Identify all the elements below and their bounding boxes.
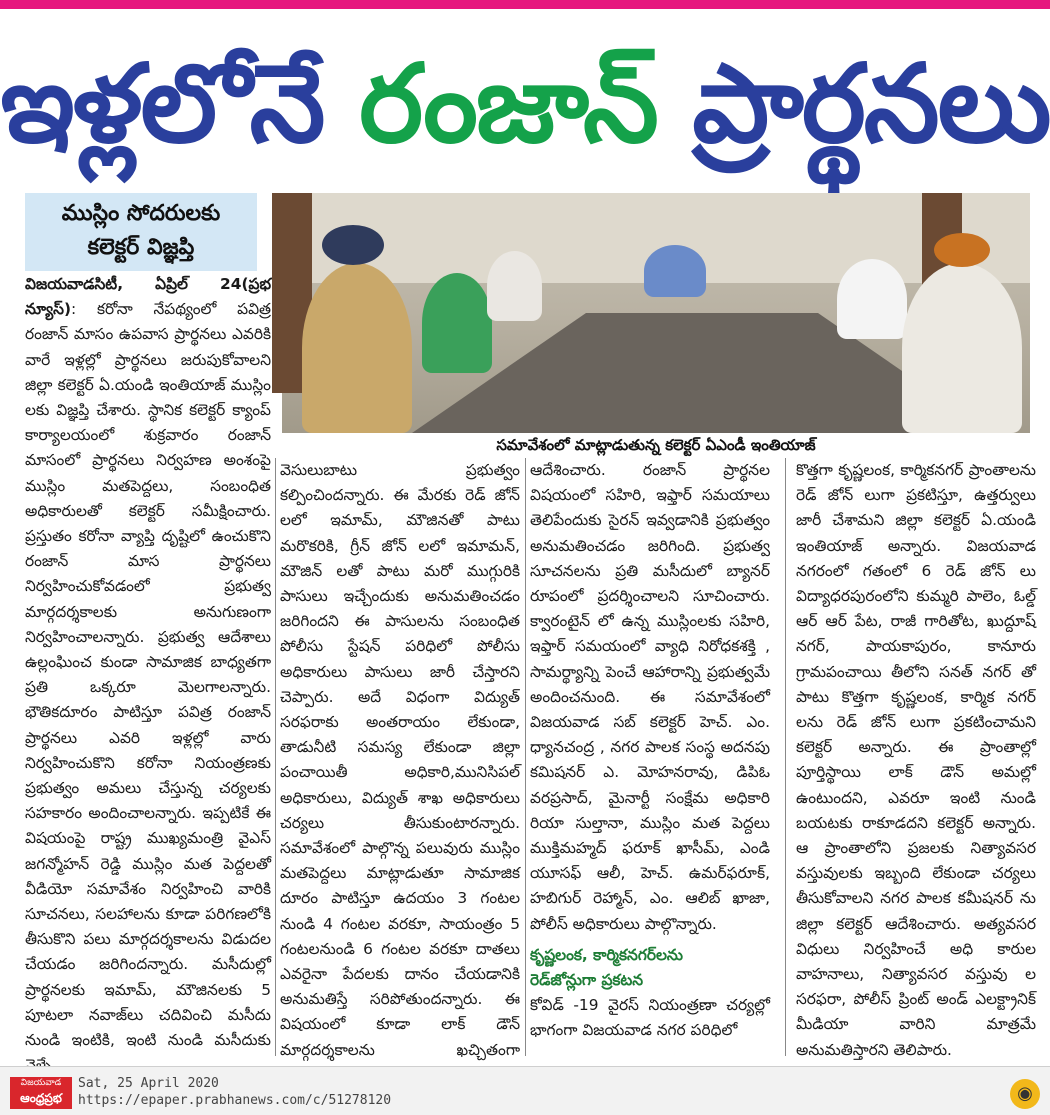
photo-person-officer — [302, 263, 412, 433]
owl-icon: ◉ — [1010, 1079, 1040, 1109]
footer-date: Sat, 25 April 2020 — [78, 1076, 219, 1091]
article-column-1 — [25, 272, 271, 1056]
logo-edition: విజయవాడ — [20, 1078, 62, 1088]
publication-logo[interactable] — [10, 1077, 72, 1109]
article-text-1: : కరోనా నేపథ్యంలో పవిత్ర రంజాన్ మాసం ఉపవాస ప్రార్థనలు ఎవరికి వారే ఇళ్లల్లో ప్రార్థనలు జరుపుకోవాలని జిల్లా కలెక్టర్ ఏ.యండి ఇంతియాజ్ ముస్లిం లకు విజ్ఞప్తి చేశారు. స్థానిక కలెక్టర్ క్యాంప్ కార్యాలయంలో శుక్రవారం రంజాన్ మాసంలో ప్రార్థనలు నిర్వహణ అంశంపై ముస్లిం మతపెద్దలు, సంబంధిత అధికారులతో కలెక్టర్ సమీక్షించారు. ప్రస్తుతం కరోనా వ్యాప్తి దృష్టిలో ఉంచుకొని రంజాన్ మాస ప్రార్థనలు నిర్వహించుకోవడంలో ప్రభుత్వ మార్గదర్శకాలకు అనుగుణంగా నిర్వహించాలన్నారు. ప్రభుత్వ ఆదేశాలు ఉల్లంఘించ కుండా సామాజిక బాధ్యతగా ప్రతి ఒక్కరూ మెలగాలన్నారు. భౌతికదూరం పాటిస్తూ పవిత్ర రంజాన్ ప్రార్థనలు ఎవరి ఇళ్లల్లో వారు నిర్వహించుకొని కరోనా నియంత్రణకు ప్రభుత్వం అమలు చేస్తున్న చర్యలకు సహకారం అందించాలన్నారు. ఇప్పటికే ఈ విషయంపై రాష్ట్ర ముఖ్యమంత్రి వైఎస్ జగన్మోహన్ రెడ్డి ముస్లిం మత పెద్దలతో వీడియో సమావేశం నిర్వహించి వారికి సూచనలు, సలహాలను కూడా పరిగణలోకి తీసుకొని పలు మార్గదర్శకాలను విడుదల చేయడం జరిగిందన్నారు. మసీదుల్లో ప్రార్థనలకు ఇమామ్, మౌజినలకు 5 పూటలా నవాజ్‌లు చదివించి మసీదు నుండి ఇంటికి, ఇంటి నుండి మసీదుకు — [25, 300, 271, 1050]
dateline: విజయవాడసిటీ, ఏప్రిల్ 24(ప్రభ న్యూస్) — [25, 275, 271, 319]
photo-caption: సమావేశంలో మాట్లాడుతున్న కలెక్టర్ ఏఎండీ ఇంతియాజ్ — [282, 433, 1030, 457]
top-color-rule — [0, 0, 1050, 9]
footer-bar — [0, 1066, 1050, 1115]
photo-person-6 — [902, 263, 1022, 433]
headline-part-3: ప్రార్థనలు — [692, 42, 1050, 167]
logo-name: ఆంధ్రప్రభ — [20, 1091, 62, 1105]
photo-person-5 — [837, 259, 907, 339]
headline-part-2: రంజాన్ — [359, 42, 657, 167]
subhead-line-1: కృష్ణలంక, కార్మికనగర్‌లను — [530, 945, 683, 964]
article-column-4 — [796, 458, 1036, 1059]
column-divider — [275, 458, 276, 1056]
photo-person-collector — [644, 245, 706, 297]
article-column-3 — [530, 458, 770, 1056]
headline — [0, 30, 1050, 180]
sub-headline-box — [25, 193, 257, 271]
article-column-2 — [280, 458, 520, 1059]
article-text-4: కొత్తగా కృష్ణలంక, కార్మికనగర్ ప్రాంతాలను రెడ్ జోన్ లుగా ప్రకటిస్తూ, ఉత్తర్వులు జారీ చేశామని జిల్లా కలెక్టర్ ఏ.యండి ఇంతియాజ్ అన్నారు. విజయవాడ నగరంలో గతంలో 6 రెడ్ జోన్ లు విద్యాధరపురంలోని కుమ్మరి పాలెం, ఓల్డ్ ఆర్ ఆర్ పేట, రాజీ గారితోట, ఖుద్దూష్ నగర్, పాయకాపురం, కానూరు గ్రామపంచాయి తీలోని సనత్ నగర్ తో పాటు కొత్తగా కృష్ణలంక, కార్మిక నగర్ లను రెడ్ జోన్ లుగా ప్రకటించామని కలెక్టర్ అన్నారు. ఈ ప్రాంతాల్లో పూర్తిస్థాయి లాక్ డౌన్ అమల్లో ఉంటుందని, ఎవరూ ఇంటి నుండి బయటకు రాకూడదని కలెక్టర్ అన్నారు. ఆ ప్రాంతాలోని ప్రజలకు నిత్యావసర వస్తువులకు ఇబ్బంది లేకుండా చర్యలు తీసుకోవాలని నగర పాలక కమీషనర్ ను జిల్లా కలెక్టర్ ఆదేశించారు. అత్యవసర విధులు నిర్వహించే అధి కారుల వాహనాలు, నిత్యావసర వస్తువు ల సరఫరా, పోలీస్ ప్రింట్ అండ్ ఎలక్ట్రానిక్ మీడియా వారిని మాత్రమే అనుమతిస్తారని తెలిపారు. — [796, 461, 1036, 1059]
photo-turban — [934, 233, 990, 267]
article-text-3b: కోవిడ్ -19 వైరస్ నియంత్రణా చర్యల్లో భాగంగా విజయవాడ నగర పరిధిలో — [530, 996, 770, 1040]
meeting-photo — [282, 193, 1030, 433]
photo-person-3 — [487, 251, 542, 321]
column-divider — [525, 458, 526, 1056]
headline-part-1: ఇళ్లలోనే — [0, 42, 324, 167]
footer-url[interactable]: https://epaper.prabhanews.com/c/51278120 — [78, 1093, 392, 1108]
column-divider — [785, 458, 786, 1056]
sub-headline-line-2: కలెక్టర్ విజ్ఞప్తి — [87, 235, 195, 260]
footer-text — [78, 1075, 391, 1109]
sub-headline-line-1: ముస్లిం సోదరులకు — [61, 201, 221, 226]
article-text-3: ఆదేశించారు. రంజాన్ ప్రార్థనల విషయంలో సహిరి, ఇఫ్తార్ సమయాలు తెలిపేందుకు సైరన్ ఇవ్వడానికి ప్రభుత్వం అనుమతించడం జరిగింది. ప్రభుత్వ సూచనలను ప్రతి మసీదులో బ్యానర్ రూపంలో ప్రదర్శించాలని సూచించారు. క్వారంటైన్ లో ఉన్న ముస్లింలకు సహిరి, ఇఫ్తార్ సమయంలో వ్యాధి నిరోధకశక్తి , సామర్థ్యాన్ని పెంచే ఆహారాన్ని ప్రభుత్వమే అందించనుంది. ఈ సమావేశంలో విజయవాడ సబ్ కలెక్టర్ హెచ్. ఎం. ధ్యానచంద్ర , నగర పాలక సంస్థ అదనపు కమిషనర్ ఎ. మోహనరావు, డిపిఓ వరప్రసాద్, మైనార్టీ సంక్షేమ అధికారి రియా సుల్తానా, ముస్లిం మత పెద్దలు ముక్తిమహ్మద్ ఫరూక్ ఖాసీమ్, ఎండి యూసఫ్ ఆలీ, హెచ్. ఉమర్‌ఫరూక్, హబిగుర్ రెహ్మాన్, ఎం. ఆలిబ్ ఖాజా, పోలీస్ అధికారులు పాల్గొన్నారు. — [530, 461, 770, 933]
photo-officer-cap — [322, 225, 384, 265]
photo-person-2 — [422, 273, 492, 373]
article-text-2: వెసులుబాటు ప్రభుత్వం కల్పించిందన్నారు. ఈ మేరకు రెడ్ జోన్ లలో ఇమామ్, మౌజినతో పాటు మరొకరికి, గ్రీన్ జోన్ లలో ఇమామన్, మౌజిన్ లతో పాటు మరో ముగ్గురికి పాసులు ఇచ్చేందుకు అనుమతించడం జరిగిందని ఈ పాసులను సంబంధిత పోలీసు స్టేషన్ పరిధిలో పోలీసు అధికారులు పాసులు జారీ చేస్తారని చెప్పారు. అదే విధంగా విద్యుత్ సరఫరాకు అంతరాయం లేకుండా, తాడునీటి సమస్య లేకుండా జిల్లా పంచాయితీ అధికారి,మునిసిపల్ అధికారులు, విద్యుత్ శాఖ అధికారులు చర్యలు తీసుకుంటారన్నారు. సమావేశంలో పాల్గొన్న పలువురు ముస్లిం మతపెద్దలు మాట్లాడుతూ సామాజిక దూరం పాటిస్తూ ఉదయం 3 గంటల నుండి 4 గంటల వరకూ, సాయంత్రం 5 గంటలనుండి 6 గంటల వరకూ దాతలు ఎవరైనా పేదలకు దానం చేయడానికి అనుమతిస్తే సరిపోతుందన్నారు. ఈ విషయంలో కూడా లాక్ డౌన్ మార్గదర్శకాలను ఖచ్చితంగా — [280, 461, 520, 1059]
subhead-line-2: రెడ్‌జోన్లుగా ప్రకటన — [530, 971, 644, 990]
